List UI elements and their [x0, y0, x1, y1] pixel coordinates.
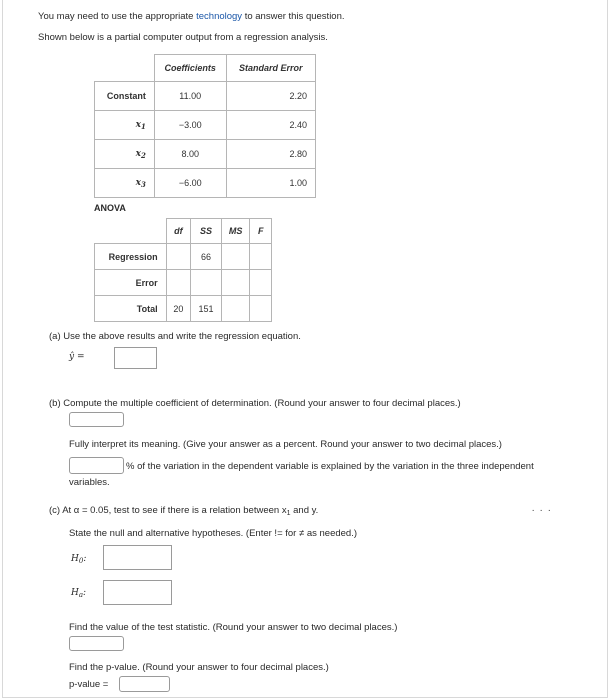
- part-c-text: (c) At α = 0.05, test to see if there is a relation between $x_1$ and y.: [49, 505, 319, 517]
- anova-row-regression: Regression: [95, 244, 167, 270]
- anova-row-error: Error: [95, 270, 167, 296]
- variables-text: variables.: [69, 477, 110, 488]
- p-value-input[interactable]: [119, 676, 170, 692]
- intro-line-1: You may need to use the appropriate technology to answer this question.: [38, 11, 345, 22]
- ms-header: MS: [221, 219, 250, 244]
- coef-constant: 11.00: [154, 82, 226, 111]
- part-b-text: (b) Compute the multiple coefficient of determination. (Round your answer to four decimal places.): [49, 398, 461, 409]
- coefficients-table: [94, 54, 316, 198]
- row-label-constant: Constant: [95, 82, 155, 111]
- h0-label: $H_0$:: [71, 554, 87, 565]
- more-options-dots: · · ·: [531, 505, 552, 516]
- se-constant: 2.20: [226, 82, 315, 111]
- part-a-text: (a) Use the above results and write the regression equation.: [49, 331, 301, 342]
- row-label-x3: $x_3$: [95, 169, 155, 198]
- yhat-label: ŷ =: [69, 352, 85, 362]
- ss-header: SS: [191, 219, 222, 244]
- interpret-text: Fully interpret its meaning. (Give your answer as a percent. Round your answer to two decimal places.): [69, 439, 502, 450]
- row-label-x2: $x_2$: [95, 140, 155, 169]
- anova-title: ANOVA: [94, 203, 126, 213]
- se-x1: 2.40: [226, 111, 315, 140]
- r-squared-input[interactable]: [69, 412, 124, 427]
- percent-suffix-text: % of the variation in the dependent variable is explained by the variation in the three independent: [126, 461, 534, 472]
- anova-table: [94, 218, 272, 322]
- df-header: df: [166, 219, 191, 244]
- percent-input[interactable]: [69, 457, 124, 474]
- alternative-hypothesis-input[interactable]: [103, 580, 172, 605]
- test-statistic-text: Find the value of the test statistic. (Round your answer to two decimal places.): [69, 622, 398, 633]
- coef-x1: −3.00: [154, 111, 226, 140]
- coef-x2: 8.00: [154, 140, 226, 169]
- coefficients-header: Coefficients: [154, 55, 226, 82]
- test-statistic-input[interactable]: [69, 636, 124, 651]
- standard-error-header: Standard Error: [226, 55, 315, 82]
- hypotheses-instructions: State the null and alternative hypotheses. (Enter != for ≠ as needed.): [69, 528, 358, 539]
- coef-x3: −6.00: [154, 169, 226, 198]
- se-x3: 1.00: [226, 169, 315, 198]
- null-hypothesis-input[interactable]: [103, 545, 172, 570]
- se-x2: 2.80: [226, 140, 315, 169]
- intro-line-2: Shown below is a partial computer output from a regression analysis.: [38, 32, 328, 43]
- ss-regression: 66: [191, 244, 222, 270]
- ss-total: 151: [191, 296, 222, 322]
- anova-row-total: Total: [95, 296, 167, 322]
- p-value-question: Find the p-value. (Round your answer to four decimal places.): [69, 662, 329, 673]
- ha-label: $H_a$:: [71, 588, 87, 599]
- p-value-label: p-value =: [69, 679, 109, 690]
- f-header: F: [250, 219, 272, 244]
- technology-link[interactable]: technology: [196, 11, 243, 22]
- df-total: 20: [166, 296, 191, 322]
- regression-equation-input[interactable]: [114, 347, 157, 369]
- row-label-x1: $x_1$: [95, 111, 155, 140]
